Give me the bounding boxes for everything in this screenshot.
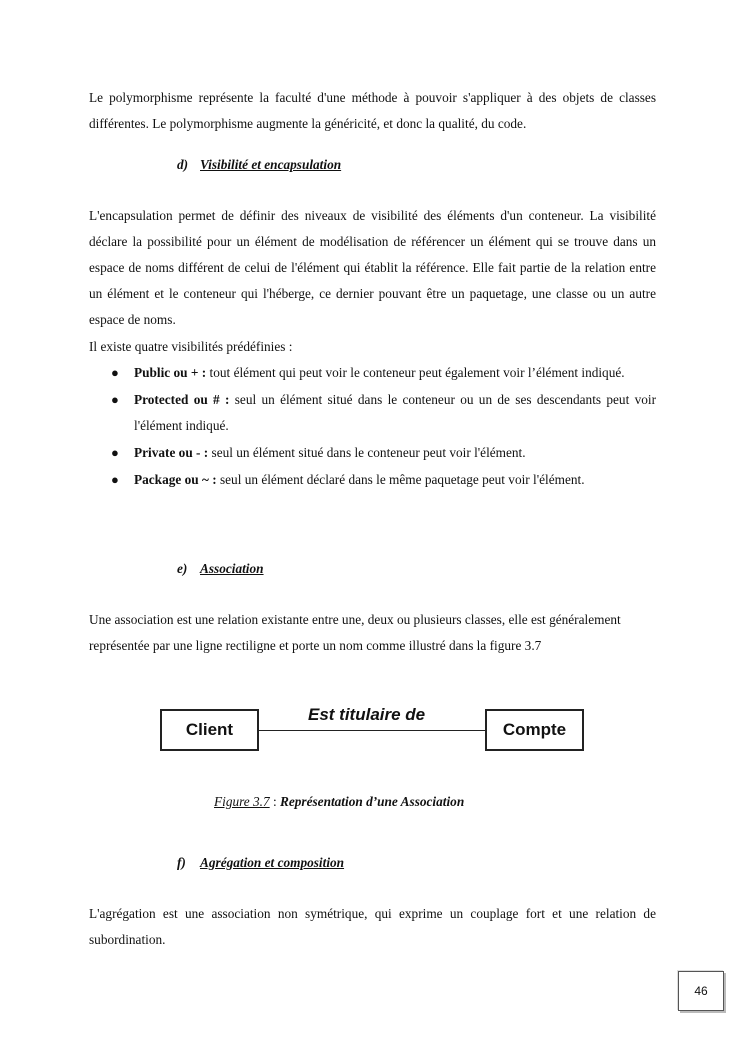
- bullet-term: Public ou + :: [134, 365, 207, 380]
- heading-letter: f): [177, 855, 186, 870]
- figure-number: Figure 3.7: [214, 794, 270, 809]
- heading-agregation: [177, 855, 344, 871]
- bullet-text: seul un élément situé dans le conteneur peut voir l'élément.: [208, 445, 526, 460]
- bullet-term: Package ou ~ :: [134, 472, 217, 487]
- visibilities-intro: Il existe quatre visibilités prédéfinies :: [89, 339, 293, 354]
- bullet-text: seul un élément déclaré dans le même paquetage peut voir l'élément.: [216, 472, 585, 487]
- bullet-term: Protected ou # :: [134, 392, 230, 407]
- association-line: [258, 730, 486, 731]
- heading-title: Visibilité et encapsulation: [200, 157, 342, 172]
- bullet-text: tout élément qui peut voir le conteneur peut également voir l’élément indiqué.: [206, 365, 625, 380]
- intro-paragraph: Le polymorphisme représente la faculté d'une méthode à pouvoir s'appliquer à des objets de classes différentes. Le polymorphisme augmente la généricité, et donc la qualité, du code.: [89, 90, 656, 131]
- figure-title: Représentation d’une Association: [280, 794, 465, 809]
- figure-caption: [214, 794, 464, 810]
- association-paragraph: Une association est une relation existante entre une, deux ou plusieurs classes, elle est généralement représentée par une ligne rectiligne et porte un nom comme illustré dans la figure 3.7: [89, 612, 621, 653]
- bullet-icon: ●: [111, 472, 119, 487]
- aggregation-paragraph: L'agrégation est une association non symétrique, qui exprime un couplage fort et une relation de subordination.: [89, 906, 656, 947]
- heading-visibilite: [177, 157, 341, 173]
- association-diagram: [146, 690, 598, 768]
- list-item: [89, 467, 656, 493]
- list-item: [89, 440, 656, 466]
- bullet-icon: ●: [111, 392, 119, 407]
- association-name: Est titulaire de: [308, 705, 426, 724]
- caption-separator: :: [269, 794, 280, 809]
- bullet-term: Private ou - :: [134, 445, 209, 460]
- heading-letter: d): [177, 157, 189, 172]
- encapsulation-paragraph: L'encapsulation permet de définir des niveaux de visibilité des éléments d'un conteneur. La visibilité déclare la possibilité pour un élément de modélisation de référencer un élément qui se trouve dans un espace de noms différent de celui de l'élément qui établit la référence. Elle fait partie de la relation entre un élément et le conteneur qui l'héberge, ce dernier pouvant être un paquetage, une classe ou un autre espace de noms.: [89, 208, 656, 327]
- class-box-compte: Compte: [485, 709, 584, 751]
- visibility-list: [89, 360, 656, 494]
- list-item: [89, 387, 656, 439]
- heading-association: [177, 561, 264, 577]
- bullet-text: seul un élément situé dans le conteneur ou un de ses descendants peut voir l'élément indiqué.: [134, 392, 657, 433]
- heading-letter: e): [177, 561, 188, 576]
- page-number: 46: [678, 971, 724, 1011]
- bullet-icon: ●: [111, 365, 119, 380]
- heading-title: Agrégation et composition: [200, 855, 345, 870]
- bullet-icon: ●: [111, 445, 119, 460]
- list-item: [89, 360, 656, 386]
- heading-title: Association: [200, 561, 264, 576]
- class-box-client: Client: [160, 709, 259, 751]
